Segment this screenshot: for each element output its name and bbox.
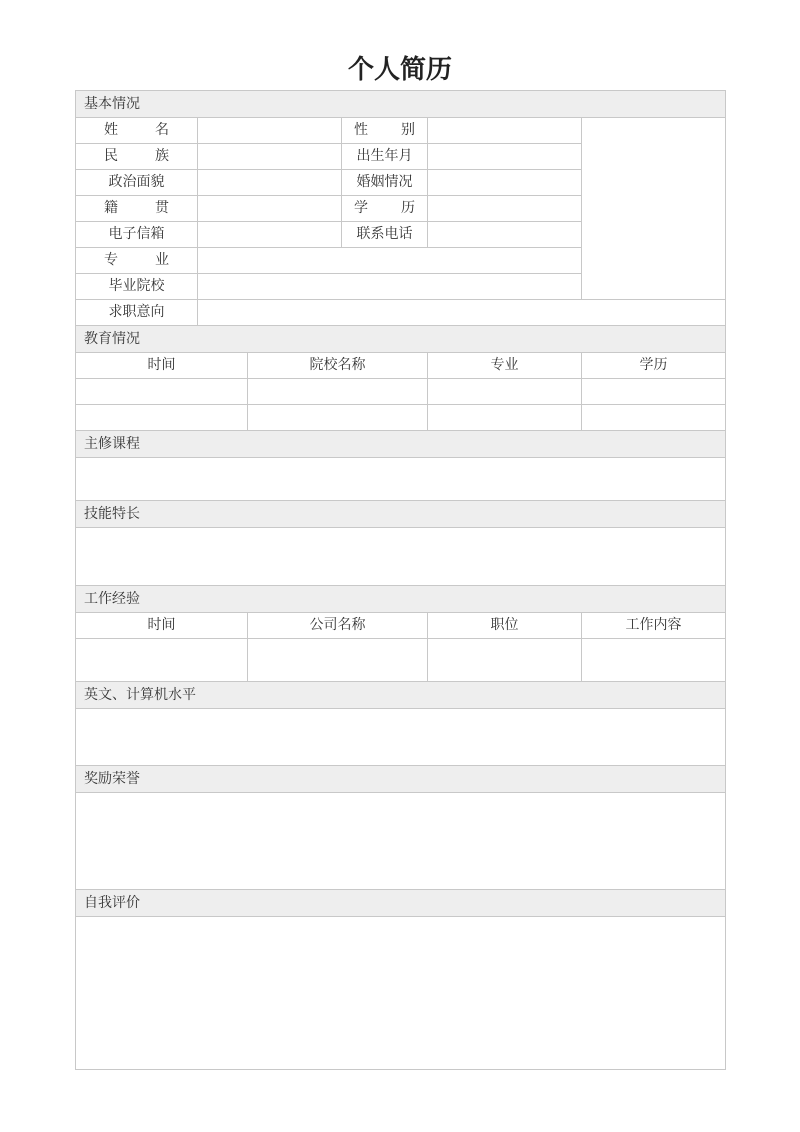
edu-header-degree: 学历 <box>582 353 726 379</box>
courses-area[interactable] <box>76 458 726 501</box>
label-ethnicity: 民 族 <box>76 144 198 170</box>
page-title: 个人简历 <box>347 55 452 85</box>
section-header-awards: 奖励荣誉 <box>76 766 726 793</box>
edu-cell[interactable] <box>428 405 582 431</box>
table-row <box>76 405 726 431</box>
section-header-skills: 技能特长 <box>76 501 726 528</box>
label-objective: 求职意向 <box>76 300 198 326</box>
table-row <box>76 639 726 682</box>
section-header-education: 教育情况 <box>76 326 726 353</box>
field-political[interactable] <box>198 170 342 196</box>
label-email: 电子信箱 <box>76 222 198 248</box>
section-header-basic: 基本情况 <box>76 91 726 118</box>
self-eval-area[interactable] <box>76 917 726 1070</box>
work-cell[interactable] <box>428 639 582 682</box>
edu-header-school: 院校名称 <box>248 353 428 379</box>
work-header-company: 公司名称 <box>248 613 428 639</box>
work-cell[interactable] <box>582 639 726 682</box>
field-email[interactable] <box>198 222 342 248</box>
field-name[interactable] <box>198 118 342 144</box>
edu-cell[interactable] <box>582 379 726 405</box>
awards-area[interactable] <box>76 793 726 890</box>
label-major: 专 业 <box>76 248 198 274</box>
label-school: 毕业院校 <box>76 274 198 300</box>
field-major[interactable] <box>198 248 582 274</box>
field-marital[interactable] <box>428 170 582 196</box>
label-name: 姓 名 <box>76 118 198 144</box>
field-objective[interactable] <box>198 300 726 326</box>
edu-cell[interactable] <box>248 379 428 405</box>
field-phone[interactable] <box>428 222 582 248</box>
label-phone: 联系电话 <box>342 222 428 248</box>
section-header-language-computer: 英文、计算机水平 <box>76 682 726 709</box>
work-cell[interactable] <box>248 639 428 682</box>
work-header-time: 时间 <box>76 613 248 639</box>
edu-cell[interactable] <box>428 379 582 405</box>
work-header-content: 工作内容 <box>582 613 726 639</box>
resume-table <box>75 90 726 1070</box>
label-marital: 婚姻情况 <box>342 170 428 196</box>
edu-header-major: 专业 <box>428 353 582 379</box>
skills-area[interactable] <box>76 528 726 586</box>
photo-box[interactable] <box>582 118 726 300</box>
edu-cell[interactable] <box>582 405 726 431</box>
field-ethnicity[interactable] <box>198 144 342 170</box>
field-gender[interactable] <box>428 118 582 144</box>
label-degree: 学 历 <box>342 196 428 222</box>
work-cell[interactable] <box>76 639 248 682</box>
section-header-courses: 主修课程 <box>76 431 726 458</box>
field-degree[interactable] <box>428 196 582 222</box>
language-computer-area[interactable] <box>76 709 726 766</box>
field-school[interactable] <box>198 274 582 300</box>
label-origin: 籍 贯 <box>76 196 198 222</box>
work-header-position: 职位 <box>428 613 582 639</box>
field-birth[interactable] <box>428 144 582 170</box>
edu-cell[interactable] <box>76 379 248 405</box>
label-gender: 性 别 <box>342 118 428 144</box>
label-political: 政治面貌 <box>76 170 198 196</box>
edu-cell[interactable] <box>248 405 428 431</box>
edu-header-time: 时间 <box>76 353 248 379</box>
table-row <box>76 379 726 405</box>
label-birth: 出生年月 <box>342 144 428 170</box>
section-header-self-eval: 自我评价 <box>76 890 726 917</box>
field-origin[interactable] <box>198 196 342 222</box>
section-header-work: 工作经验 <box>76 586 726 613</box>
edu-cell[interactable] <box>76 405 248 431</box>
